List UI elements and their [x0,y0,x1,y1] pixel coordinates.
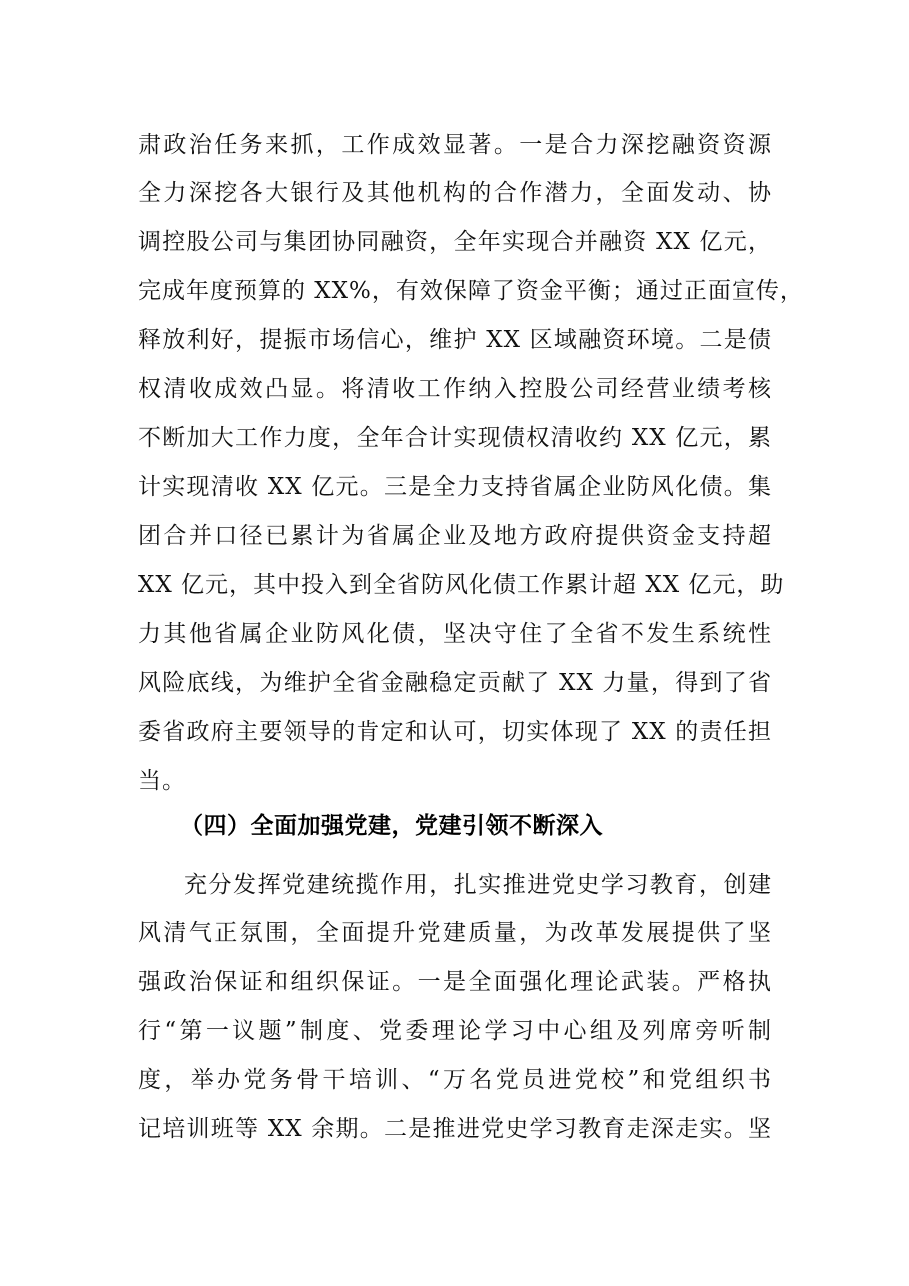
paragraph-line: 调控股公司与集团协同融资，全年实现合并融资 XX 亿元， [138,229,772,255]
paragraph-line: 充分发挥党建统揽作用，扎实推进党史学习教育，创建 [184,872,772,898]
paragraph-line: 团合并口径已累计为省属企业及地方政府提供资金支持超 [138,523,772,549]
paragraph-line: 权清收成效凸显。将清收工作纳入控股公司经营业绩考核 [138,376,772,402]
paragraph-line: 风险底线，为维护全省金融稳定贡献了 XX 力量，得到了省 [138,670,772,696]
paragraph-line: 记培训班等 XX 余期。二是推进党史学习教育走深走实。坚 [138,1116,772,1142]
paragraph-line: 不断加大工作力度，全年合计实现债权清收约 XX 亿元，累 [138,425,772,451]
paragraph-line: 肃政治任务来抓，工作成效显著。一是合力深挖融资资源 [138,132,772,158]
paragraph-line: 风清气正氛围，全面提升党建质量，为改革发展提供了坚 [138,920,772,946]
paragraph-line: 当。 [138,768,186,794]
paragraph-line: 全力深挖各大银行及其他机构的合作潜力，全面发动、协 [138,180,772,206]
paragraph-line: 行“第一议题”制度、党委理论学习中心组及列席旁听制 [138,1018,772,1044]
paragraph-line: 度，举办党务骨干培训、“万名党员进党校”和党组织书 [138,1067,772,1093]
paragraph-line: 完成年度预算的 XX%，有效保障了资金平衡；通过正面宣传， [138,278,804,304]
paragraph-line: XX 亿元，其中投入到全省防风化债工作累计超 XX 亿元，助 [138,572,785,598]
paragraph-line: 委省政府主要领导的肯定和认可，切实体现了 XX 的责任担 [138,719,772,745]
paragraph-line: 强政治保证和组织保证。一是全面强化理论武装。严格执 [138,969,772,995]
paragraph-line: 力其他省属企业防风化债，坚决守住了全省不发生系统性 [138,621,772,647]
paragraph-line: 释放利好，提振市场信心，维护 XX 区域融资环境。二是债 [138,327,772,353]
section-heading: （四）全面加强党建，党建引领不断深入 [180,813,603,839]
paragraph-line: 计实现清收 XX 亿元。三是全力支持省属企业防风化债。集 [138,474,772,500]
